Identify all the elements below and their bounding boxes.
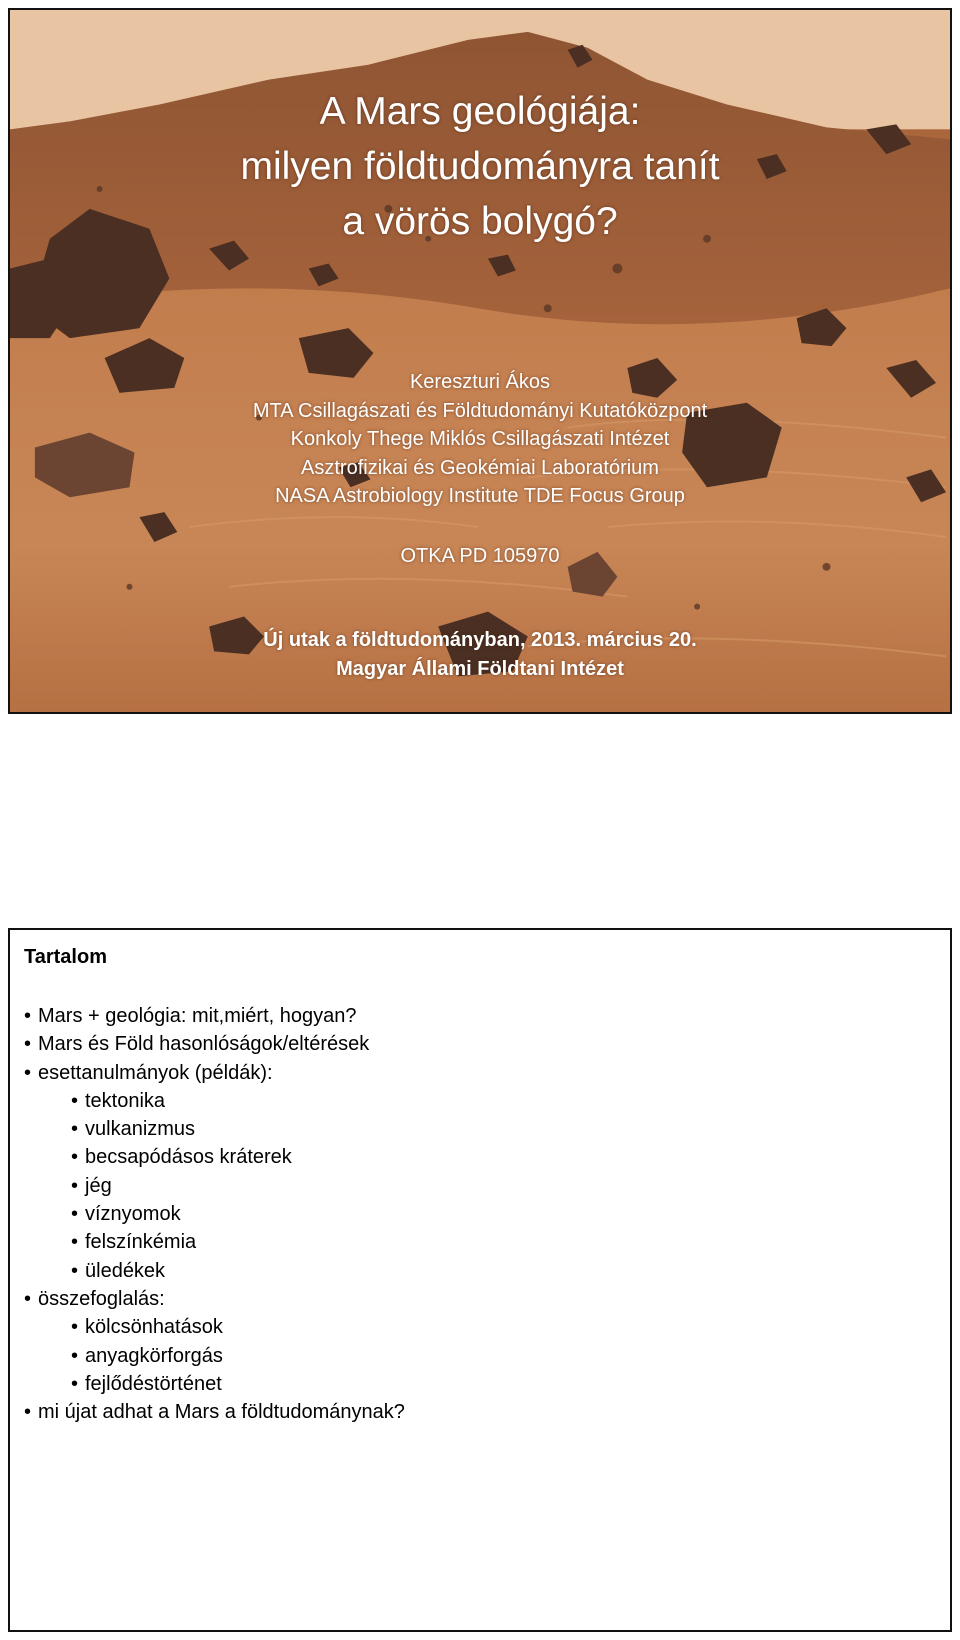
list-item-text: víznyomok bbox=[85, 1203, 181, 1226]
list-item-text: felszínkémia bbox=[85, 1231, 197, 1254]
bullet-icon: • bbox=[24, 1401, 32, 1424]
list-item bbox=[24, 1087, 405, 1115]
bullet-icon: • bbox=[24, 1287, 32, 1310]
list-item bbox=[24, 1313, 405, 1341]
list-item-text: Mars és Föld hasonlóságok/eltérések bbox=[38, 1033, 370, 1056]
list-item bbox=[24, 1257, 405, 1285]
list-item-text: becsapódásos kráterek bbox=[85, 1146, 292, 1169]
bullet-icon: • bbox=[71, 1174, 79, 1197]
list-item-text: tektonika bbox=[85, 1089, 166, 1112]
contents-list bbox=[24, 1002, 405, 1426]
list-item bbox=[24, 1370, 405, 1398]
slide-title bbox=[10, 84, 950, 249]
grant-number: OTKA PD 105970 bbox=[400, 545, 560, 567]
bullet-icon: • bbox=[24, 1033, 32, 1056]
list-item-text: esettanulmányok (példák): bbox=[38, 1061, 273, 1084]
list-item bbox=[24, 1285, 405, 1313]
list-item bbox=[24, 1030, 405, 1058]
title-line: a vörös bolygó? bbox=[342, 200, 618, 243]
list-item-text: kölcsönhatások bbox=[85, 1316, 223, 1339]
bullet-icon: • bbox=[71, 1203, 79, 1226]
list-item bbox=[24, 1172, 405, 1200]
list-item-text: összefoglalás: bbox=[38, 1287, 165, 1310]
title-line: A Mars geológiája: bbox=[319, 90, 641, 133]
slide-heading: Tartalom bbox=[24, 946, 107, 968]
contents-slide bbox=[8, 928, 952, 1632]
bullet-icon: • bbox=[71, 1118, 79, 1141]
bullet-icon: • bbox=[71, 1372, 79, 1395]
list-item bbox=[24, 1200, 405, 1228]
affiliation-line: Asztrofizikai és Geokémiai Laboratórium bbox=[301, 456, 659, 479]
title-slide bbox=[8, 8, 952, 714]
list-item-text: anyagkörforgás bbox=[85, 1344, 223, 1367]
list-item-text: fejlődéstörténet bbox=[85, 1372, 222, 1395]
event-line: Új utak a földtudományban, 2013. március 20. bbox=[263, 629, 697, 651]
author-block bbox=[10, 368, 950, 511]
list-item-text: Mars + geológia: mit,miért, hogyan? bbox=[38, 1005, 357, 1027]
bullet-icon: • bbox=[24, 1005, 32, 1027]
list-item bbox=[24, 1398, 405, 1426]
bullet-icon: • bbox=[71, 1259, 79, 1282]
author-name: Kereszturi Ákos bbox=[409, 371, 551, 393]
list-item-text: jég bbox=[85, 1174, 112, 1197]
list-item bbox=[24, 1143, 405, 1171]
list-item-text: üledékek bbox=[85, 1259, 166, 1282]
affiliation-line: Konkoly Thege Miklós Csillagászati Intézet bbox=[290, 428, 670, 450]
list-item-text: mi újat adhat a Mars a földtudománynak? bbox=[38, 1401, 405, 1424]
bullet-icon: • bbox=[71, 1231, 79, 1254]
event-line: Magyar Állami Földtani Intézet bbox=[336, 658, 624, 680]
bullet-icon: • bbox=[24, 1061, 32, 1084]
title-line: milyen földtudományra tanít bbox=[240, 145, 720, 188]
bullet-icon: • bbox=[71, 1146, 79, 1169]
list-item-text: vulkanizmus bbox=[85, 1118, 196, 1141]
list-item bbox=[24, 1059, 405, 1087]
bullet-icon: • bbox=[71, 1344, 79, 1367]
list-item bbox=[24, 1228, 405, 1256]
bullet-icon: • bbox=[71, 1316, 79, 1339]
list-item bbox=[24, 1342, 405, 1370]
list-item bbox=[24, 1002, 405, 1030]
bullet-icon: • bbox=[71, 1089, 79, 1112]
list-item bbox=[24, 1115, 405, 1143]
affiliation-line: MTA Csillagászati és Földtudományi Kutatóközpont bbox=[252, 399, 708, 422]
event-info bbox=[10, 626, 950, 684]
affiliation-line: NASA Astrobiology Institute TDE Focus Group bbox=[275, 485, 685, 507]
